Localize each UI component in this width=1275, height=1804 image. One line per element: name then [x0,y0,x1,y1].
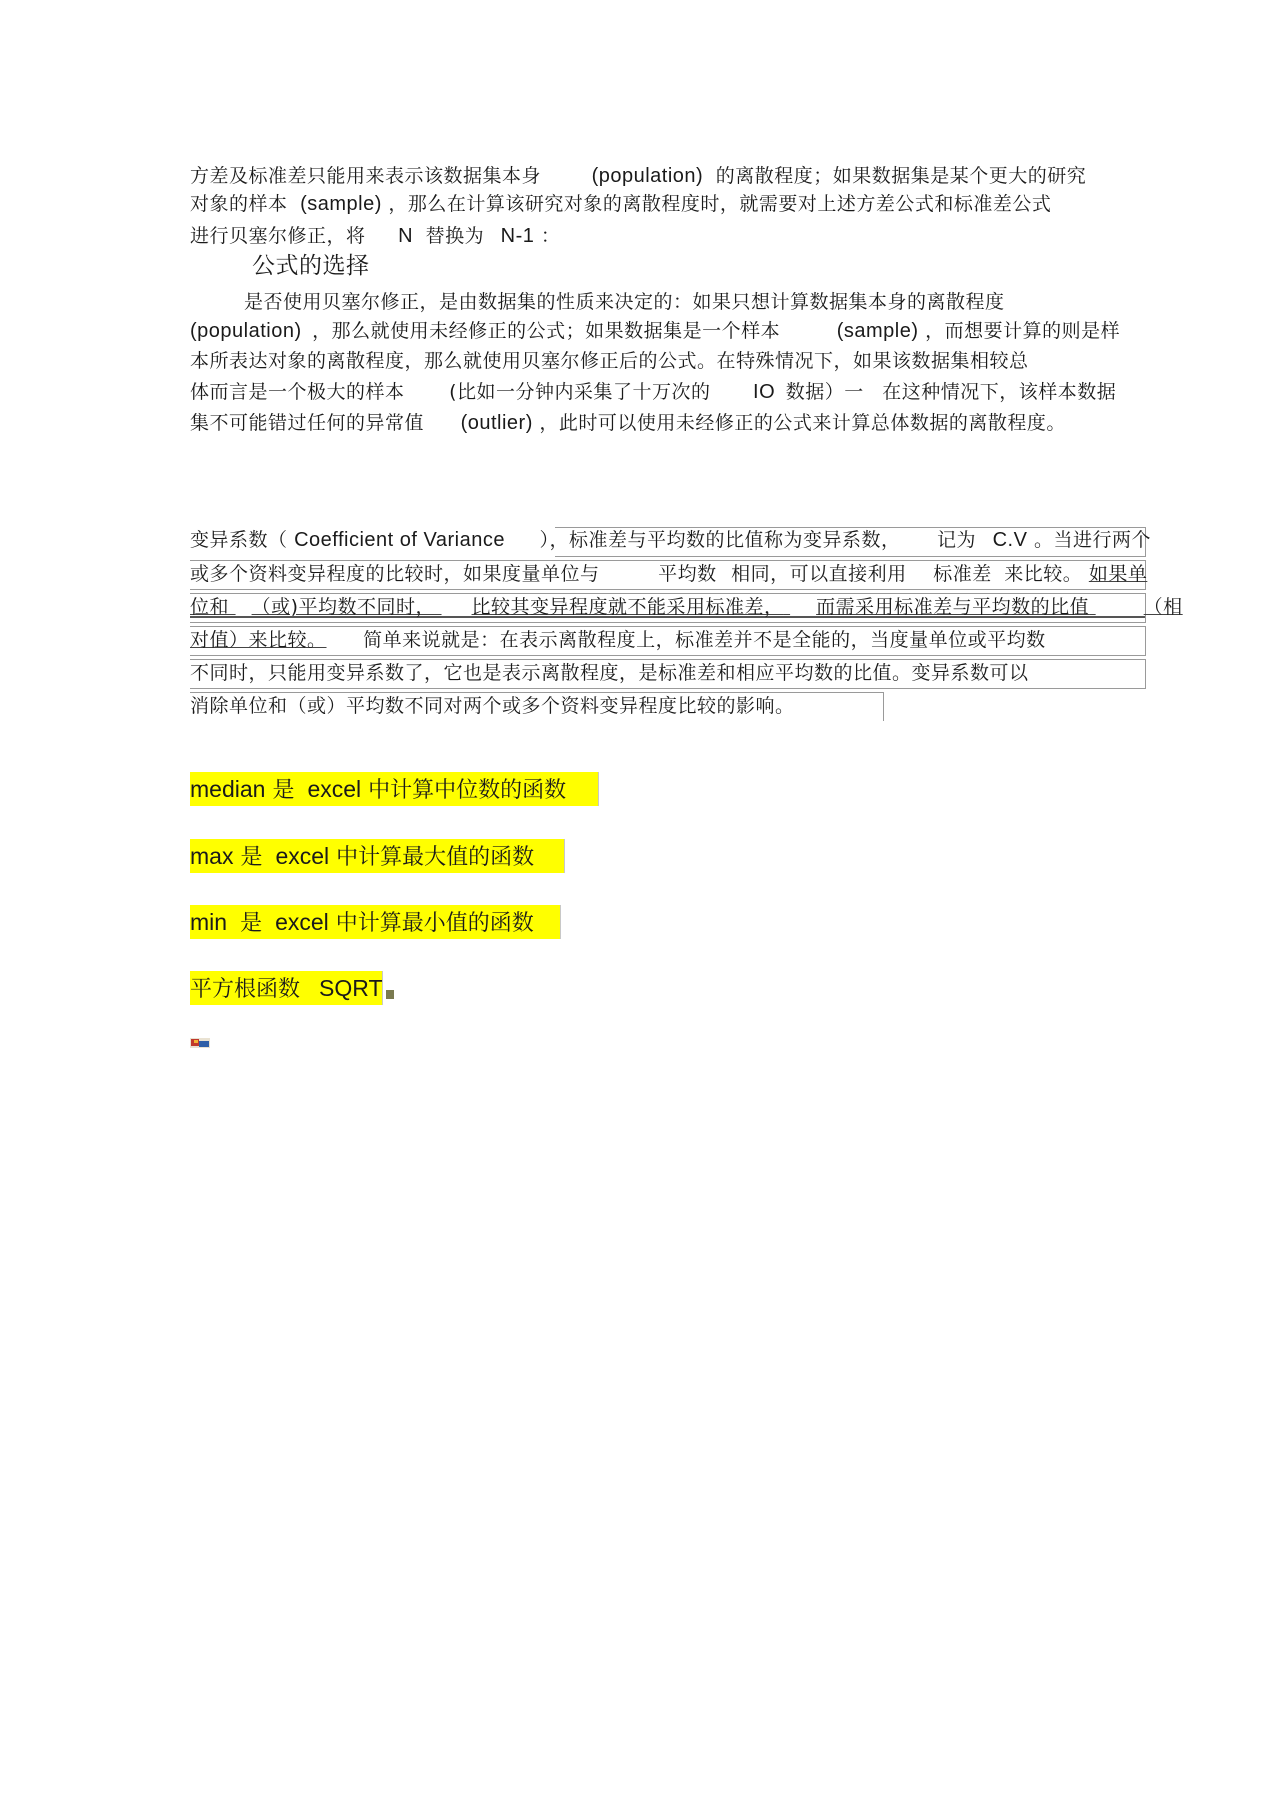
para1-line3: 进行贝塞尔修正，将 N 替换为 N-1 ： [190,225,561,247]
section-heading: 公式的选择 [252,253,370,279]
para2-line5: 集不可能错过任何的异常值 (outlier) ，此时可以使用未经修正的公式来计算总体数据的离散程度。 [190,412,1066,434]
highlight-median: median 是 excel 中计算中位数的函数 [190,772,599,806]
cv-line1: 变异系数（ Coefficient of Variance ），标准差与平均数的比值称为变异系数， 记为 C.V 。当进行两个 [190,529,1152,551]
highlight-sqrt: 平方根函数 SQRT [190,971,383,1005]
embedded-image-icon [190,1038,210,1048]
highlight-max: max 是 excel 中计算最大值的函数 [190,839,565,873]
para2-line4: 体而言是一个极大的样本 (比如一分钟内采集了十万次的 IO 数据）一 在这种情况下，该样本数据 [190,381,1117,403]
cv-line4: 对值）来比较。 简单来说就是：在表示离散程度上，标准差并不是全能的，当度量单位或平均数 [190,629,1046,651]
highlight-min: min 是 excel 中计算最小值的函数 [190,905,561,939]
para2-line1: 是否使用贝塞尔修正，是由数据集的性质来决定的：如果只想计算数据集本身的离散程度 [244,291,1005,313]
para1-line2: 对象的样本 (sample) ，那么在计算该研究对象的离散程度时，就需要对上述方差公式和标准差公式 [190,193,1052,215]
para2-line3: 本所表达对象的离散程度，那么就使用贝塞尔修正后的公式。在特殊情况下，如果该数据集相较总 [190,350,1029,372]
para1-line1: 方差及标准差只能用来表示该数据集本身 (population) 的离散程度；如果数据集是某个更大的研究 [190,165,1087,187]
cv-line2: 或多个资料变异程度的比较时，如果度量单位与 平均数 相同，可以直接利用 标准差 来比较。 如果单 [190,563,1148,585]
cv-line3: 位和 （或)平均数不同时， 比较其变异程度就不能采用标准差， 而需采用标准差与平均数的比值 （相 [190,596,1183,618]
para2-line2: (population) ，那么就使用未经修正的公式；如果数据集是一个样本 (sample) ，而想要计算的则是样 [190,320,1121,342]
small-image-marker [386,990,394,999]
cv-line5: 不同时，只能用变异系数了，它也是表示离散程度，是标准差和相应平均数的比值。变异系数可以 [190,662,1029,684]
cv-line6: 消除单位和（或）平均数不同对两个或多个资料变异程度比较的影响。 [190,695,795,717]
